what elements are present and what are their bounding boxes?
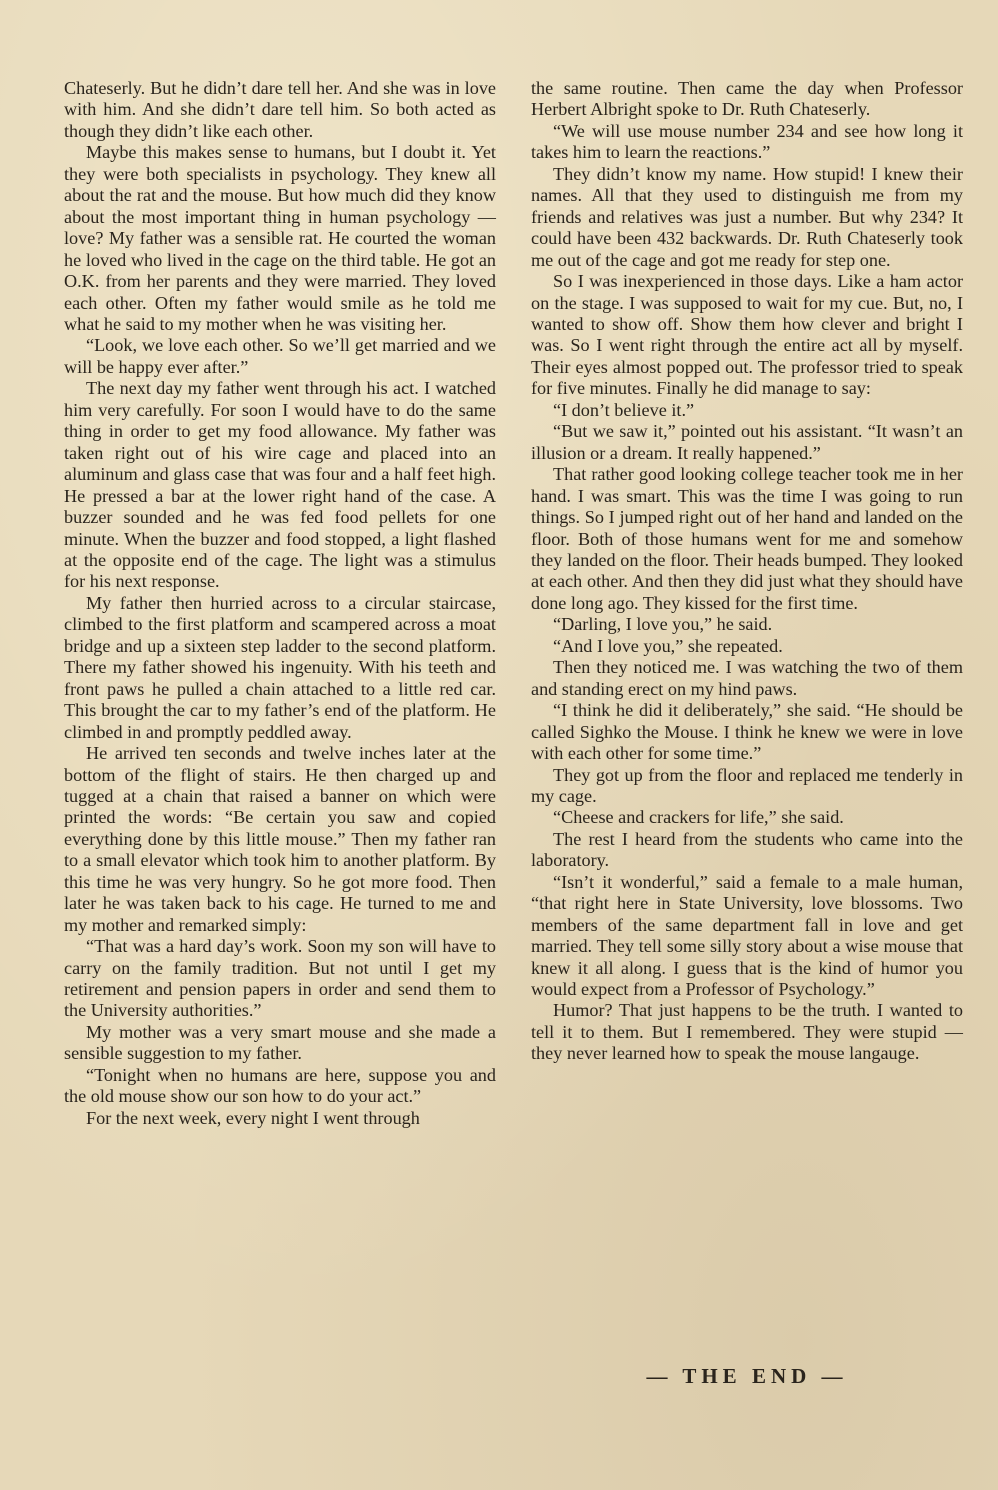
right-column [531,78,963,1065]
paragraph: They didn’t know my name. How stupid! I knew their names. All that they used to distinguish me from my friends and relatives was just a number. But why 234? It could have been 432 backwards. Dr. Ruth Chateserly took me out of the cage and got me ready for step one. [531,163,963,270]
paragraph: Maybe this makes sense to humans, but I doubt it. Yet they were both specialists in psychology. They knew all about the rat and the mouse. But how much did they know about the most important thing in human psychology — love? My father was a sensible rat. He courted the woman he loved who lived in the cage on the third table. He got an O.K. from her parents and they were married. They loved each other. Often my father would smile as he told me what he said to my mother when he was visiting her. [64,142,496,334]
left-column [64,78,496,1129]
paragraph: Chateserly. But he didn’t dare tell her. And she was in love with him. And she didn’t dare tell him. So both acted as though they didn’t like each other. [64,78,496,141]
paragraph: “I don’t believe it.” [553,399,695,420]
paragraph: “Cheese and crackers for life,” she said. [553,807,844,828]
paragraph: “Isn’t it wonderful,” said a female to a male human, “that right here in State University, love blossoms. Two members of the same department fall in love and get married. They tell some silly story about a wise mouse that knew it all along. I guess that is the kind of humor you would expect from a Professor of Psychology.” [531,871,963,1000]
paragraph: Humor? That just happens to be the truth. I wanted to tell it to them. But I remembered. They were stupid — they never learned how to speak the mouse langauge. [531,1000,963,1064]
paragraph: My father then hurried across to a circular staircase, climbed to the first platform and scampered across a moat bridge and up a sixteen step ladder to the second platform. There my father showed his ingenuity. With his teeth and front paws he pulled a chain attached to a little red car. This brought the car to my father’s end of the platform. He climbed in and promptly peddled away. [64,592,496,742]
the-end-marker: — THE END — [646,1364,848,1388]
paragraph: For the next week, every night I went through [86,1107,420,1128]
paragraph: “And I love you,” she repeated. [553,635,783,656]
paragraph: The next day my father went through his act. I watched him very carefully. For soon I would have to do the same thing in order to get my food allowance. My father was taken right out of his wire cage and placed into an aluminum and glass case that was four and a half feet high. He pressed a bar at the lower right hand of the case. A buzzer sounded and he was fed food pellets for one minute. When the buzzer and food stopped, a light flashed at the opposite end of the cage. The light was a stimulus for his next response. [64,378,496,592]
paragraph: “Darling, I love you,” he said. [553,614,773,635]
paragraph: They got up from the floor and replaced me tenderly in my cage. [531,764,963,806]
paragraph: The rest I heard from the students who came into the laboratory. [531,828,963,871]
paragraph: “I think he did it deliberately,” she said. “He should be called Sighko the Mouse. I think he knew we were in love with each other for some time.” [531,700,963,764]
paragraph: “But we saw it,” pointed out his assistant. “It wasn’t an illusion or a dream. It really happened.” [531,421,963,463]
paragraph: “That was a hard day’s work. Soon my son will have to carry on the family tradition. But not until I get my retirement and pension papers in order and send them to the University authorities.” [64,936,496,1021]
paragraph: He arrived ten seconds and twelve inches later at the bottom of the flight of stairs. He then charged up and tugged at a chain that raised a banner on which were printed the words: “Be certain you saw and copied everything done by this little mouse.” Then my father ran to a small elevator which took him to another platform. By this time he was very hungry. So he got more food. Then later he was taken back to his cage. He turned to me and my mother and remarked simply: [64,743,496,935]
paragraph: My mother was a very smart mouse and she made a sensible suggestion to my father. [64,1021,496,1064]
paragraph: Then they noticed me. I was watching the two of them and standing erect on my hind paws. [531,657,963,699]
paragraph: That rather good looking college teacher took me in her hand. I was smart. This was the time I was going to run things. So I jumped right out of her hand and landed on the floor. Both of those humans went for me and somehow they landed on the floor. Their heads bumped. They looked at each other. And then they did just what they should have done long ago. They kissed for the first time. [531,464,963,613]
paragraph: the same routine. Then came the day when Professor Herbert Albright spoke to Dr. Ruth Chateserly. [531,78,963,120]
paragraph: “We will use mouse number 234 and see how long it takes him to learn the reactions.” [531,120,963,163]
paragraph: “Look, we love each other. So we’ll get married and we will be happy ever after.” [64,335,496,377]
paragraph: “Tonight when no humans are here, suppose you and the old mouse show our son how to do your act.” [64,1064,496,1107]
paragraph: So I was inexperienced in those days. Like a ham actor on the stage. I was supposed to wait for my cue. But, no, I wanted to show off. Show them how clever and bright I was. So I went right through the entire act all by myself. Their eyes almost popped out. The professor tried to speak for five minutes. Finally he did manage to say: [531,271,963,399]
